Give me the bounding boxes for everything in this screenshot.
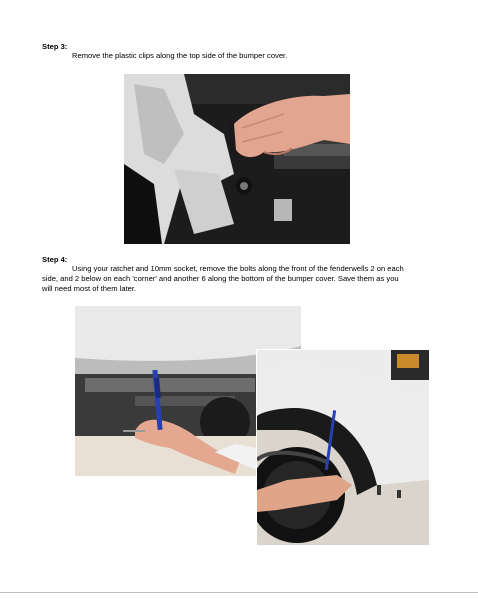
page-bottom-rule [0,592,478,593]
step-4-instruction-line-2: side, and 2 below on each 'corner' and another 6 along the bottom of the bumper cover. Save them as you [42,274,399,283]
step-3-label: Step 3: [42,42,68,51]
step-4-photo-fenderwell [256,349,429,545]
step-4-label: Step 4: [42,255,68,264]
step-3-photo-illustration [124,74,350,244]
step-4-photo-fenderwell-illustration [257,350,429,545]
step-3-instruction: Remove the plastic clips along the top side of the bumper cover. [72,51,288,60]
step-4-instruction-line-1: Using your ratchet and 10mm socket, remove the bolts along the front of the fenderwells 2 on each [72,264,404,273]
step-3-photo [124,74,350,244]
step-4-instruction-line-3: will need most of them later. [42,284,137,293]
